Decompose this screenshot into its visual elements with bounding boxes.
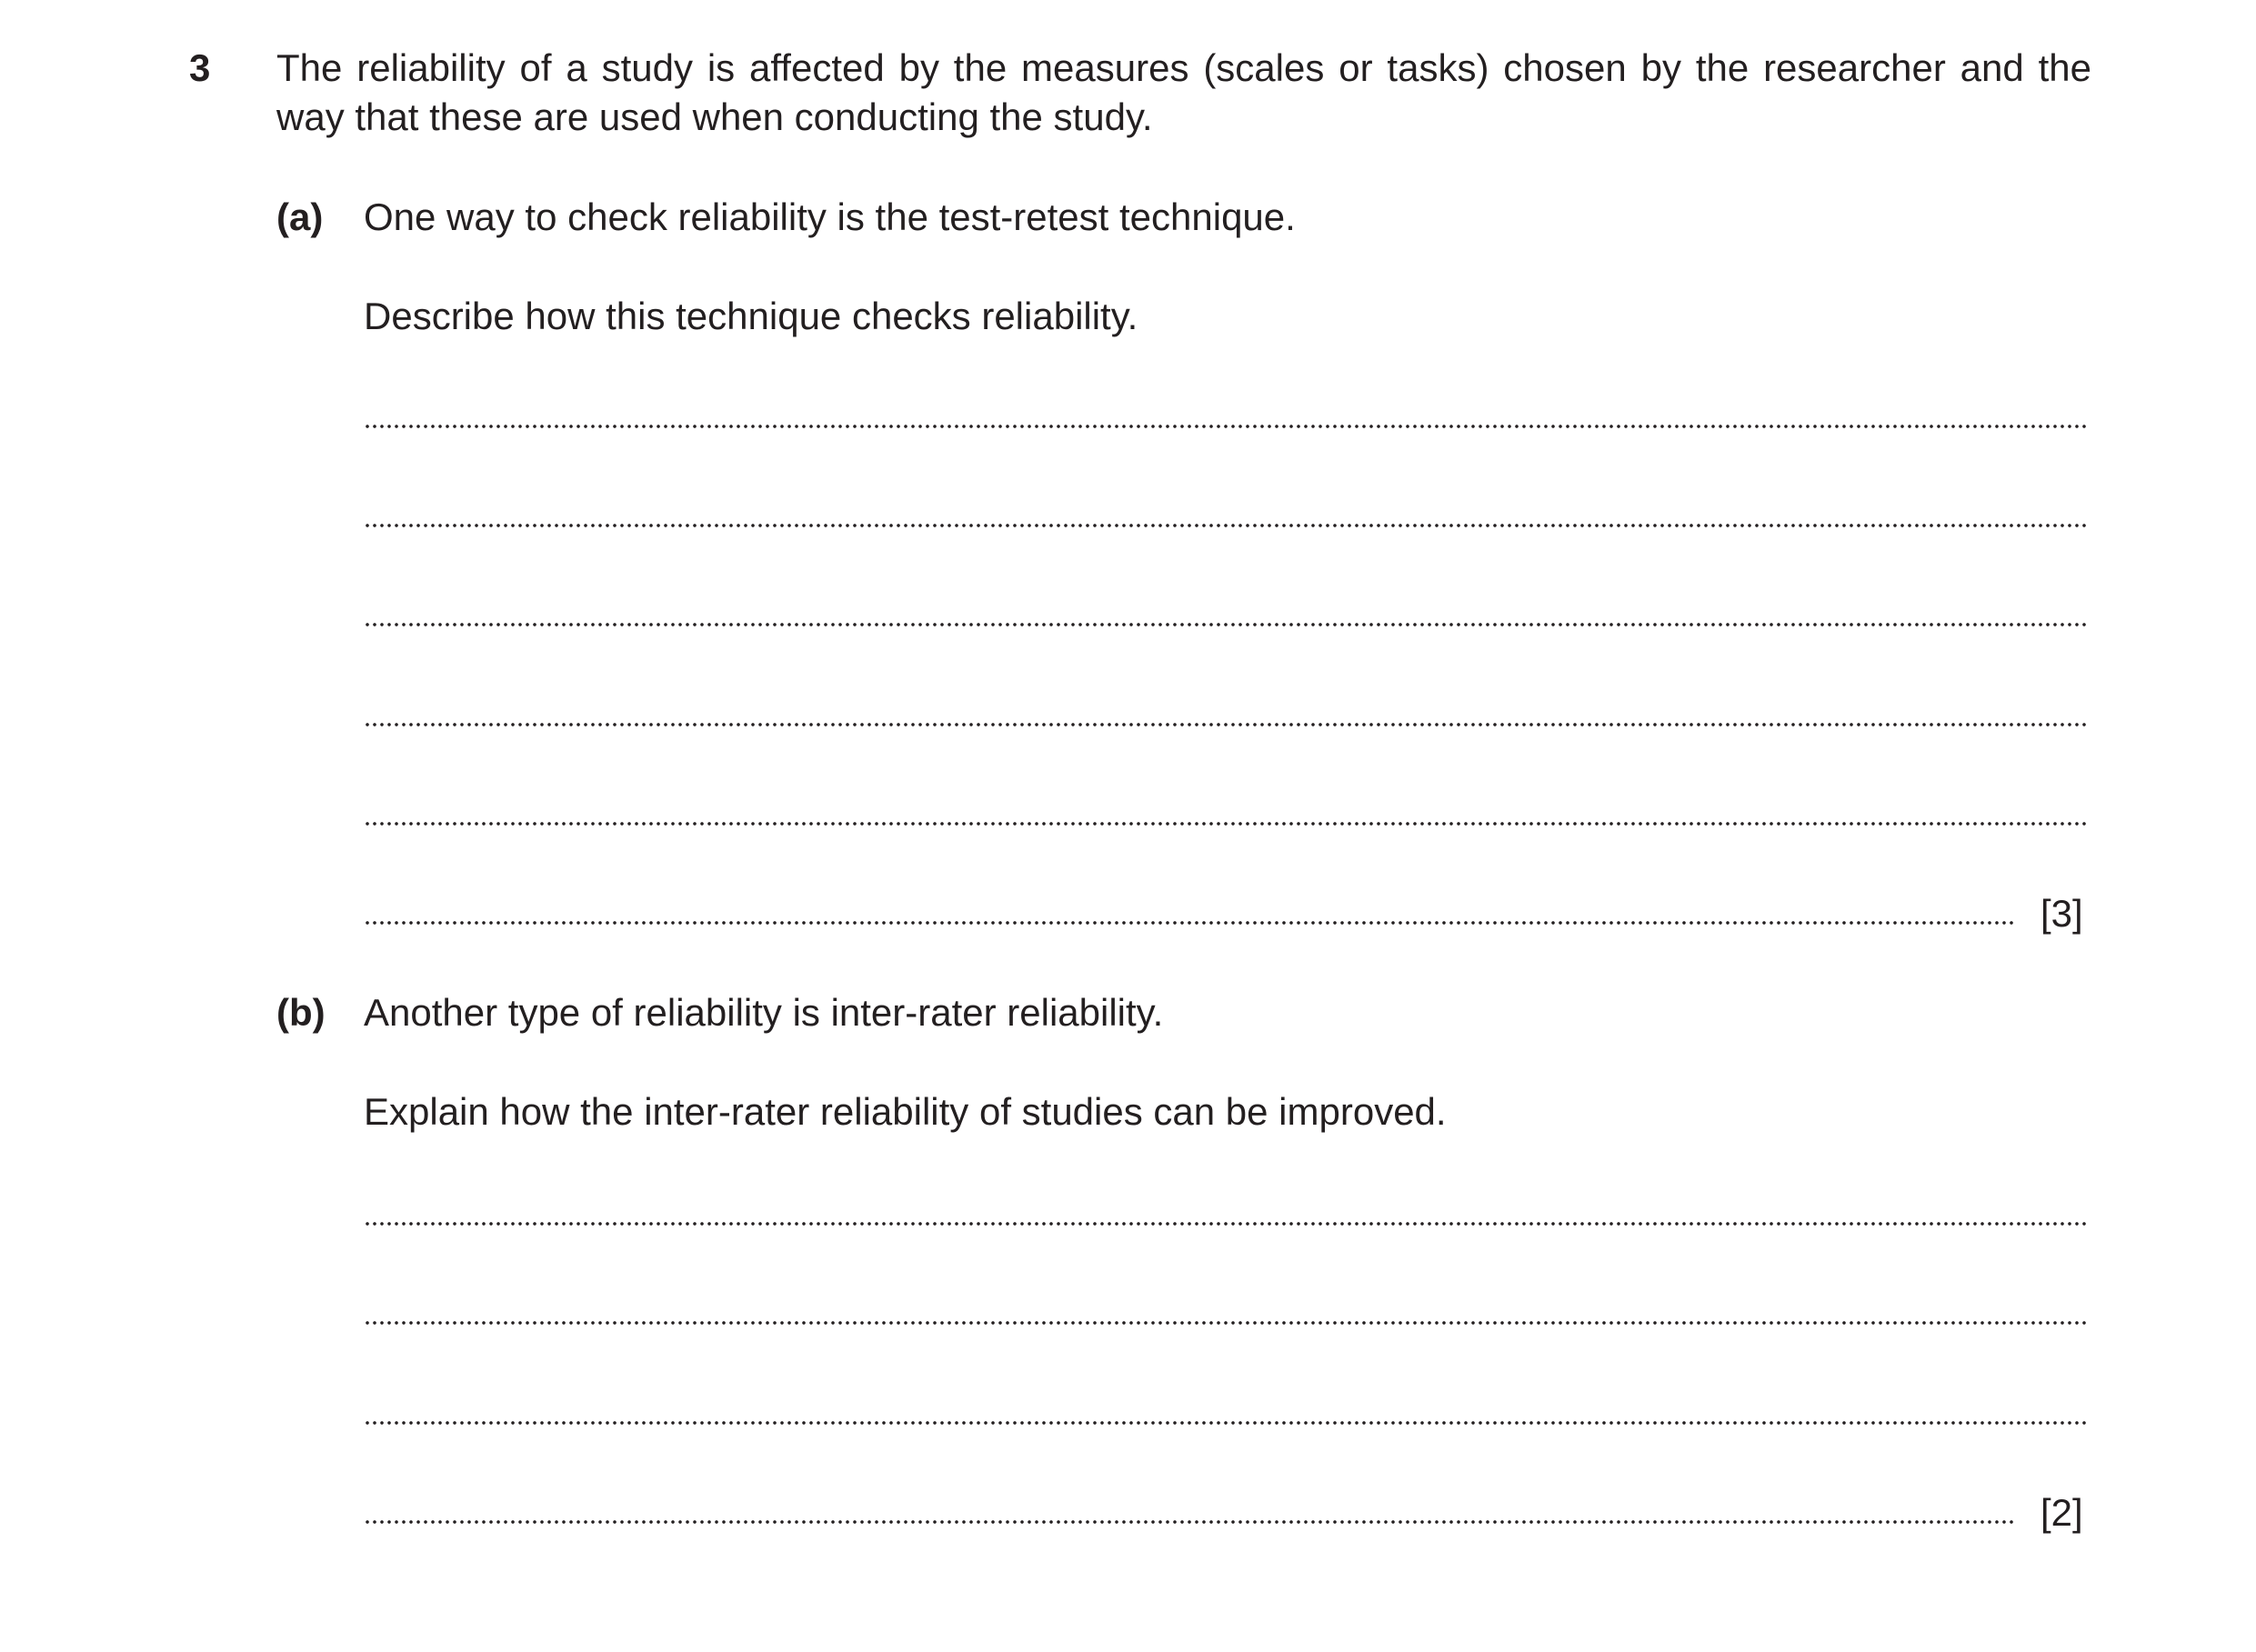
part-a-statement: One way to check reliability is the test-retest technique. — [364, 195, 1296, 238]
answer-line-b1[interactable] — [364, 1221, 2090, 1226]
part-b-label: (b) — [276, 991, 326, 1034]
answer-line-a6[interactable] — [364, 920, 2017, 926]
answer-line-b4[interactable] — [364, 1519, 2017, 1525]
part-b-instruction: Explain how the inter-rater reliability of studies can be improved. — [364, 1090, 1447, 1133]
answer-line-a5[interactable] — [364, 821, 2090, 826]
answer-line-b2[interactable] — [364, 1320, 2090, 1326]
part-a-marks: [3] — [2040, 892, 2083, 935]
question-number: 3 — [189, 46, 211, 89]
part-b-statement: Another type of reliability is inter-rater reliability. — [364, 991, 1164, 1034]
part-a-label: (a) — [276, 195, 324, 238]
part-a-instruction: Describe how this technique checks reliability. — [364, 295, 1138, 337]
answer-line-a1[interactable] — [364, 424, 2090, 429]
answer-line-a3[interactable] — [364, 622, 2090, 627]
answer-line-a4[interactable] — [364, 722, 2090, 727]
question-stem: The reliability of a study is affected by the measures (scales or tasks) chosen by the researcher and the way that these are used when conducting the study. — [276, 46, 2091, 138]
part-b-marks: [2] — [2040, 1491, 2083, 1534]
answer-line-a2[interactable] — [364, 523, 2090, 528]
answer-line-b3[interactable] — [364, 1420, 2090, 1426]
